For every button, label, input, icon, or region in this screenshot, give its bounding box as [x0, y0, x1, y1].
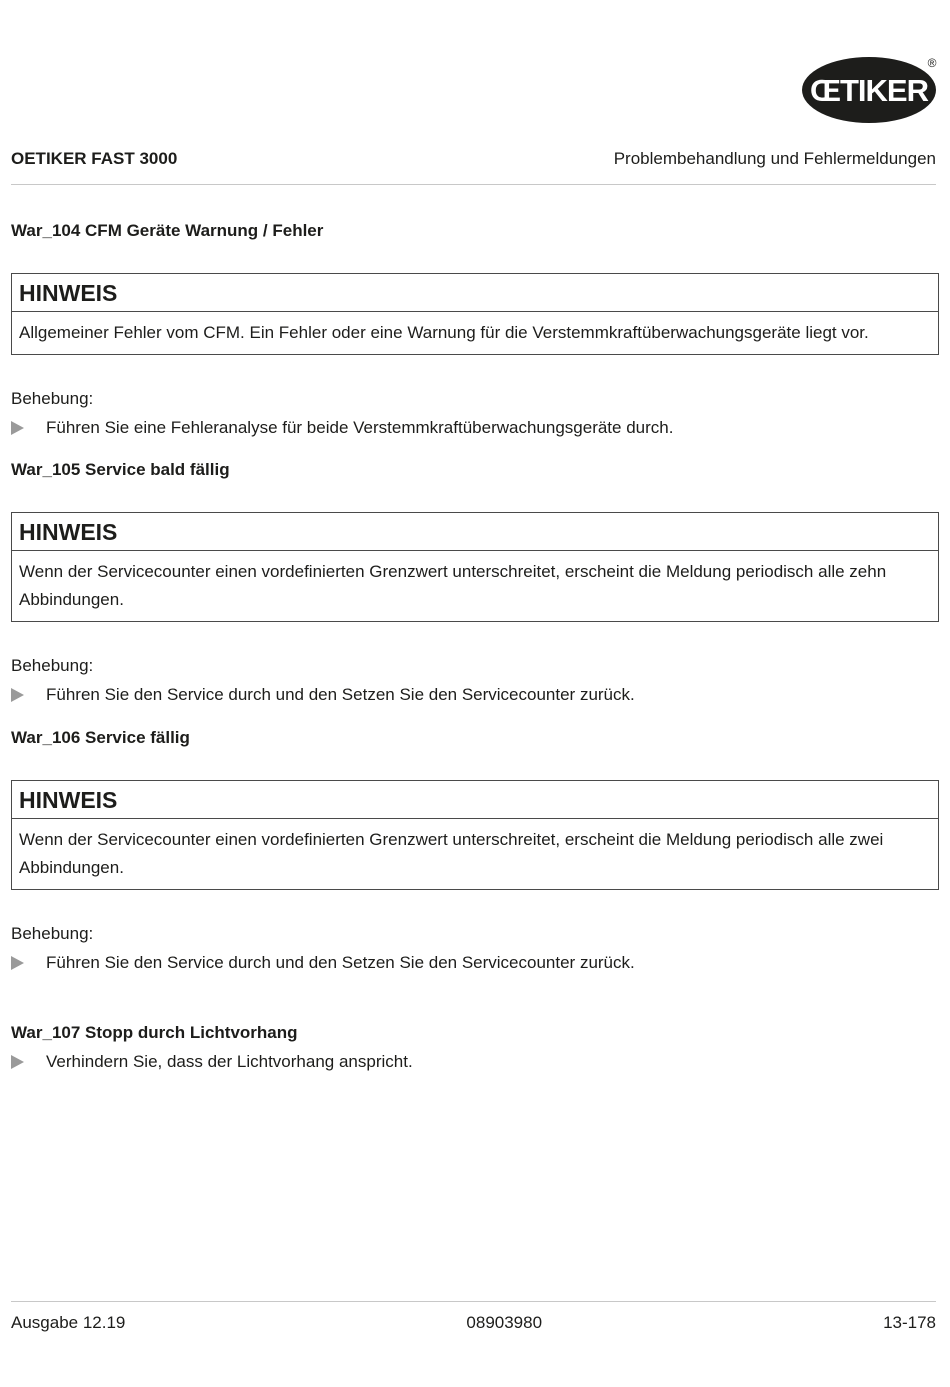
oetiker-logo [801, 54, 941, 124]
notice-box [11, 512, 939, 622]
notice-title: HINWEIS [12, 781, 938, 819]
remedy-step-text: Führen Sie den Service durch und den Setzen Sie den Servicecounter zurück. [46, 953, 635, 972]
play-triangle-icon [11, 421, 24, 435]
play-triangle-icon [11, 1055, 24, 1069]
remedy-label: Behebung: [11, 656, 94, 675]
notice-box [11, 780, 939, 890]
page-header [11, 148, 936, 170]
header-divider [11, 184, 936, 185]
section-heading: War_107 Stopp durch Lichtvorhang [11, 1023, 298, 1042]
remedy-step [11, 1052, 413, 1072]
page-footer [11, 1312, 936, 1334]
footer-divider [11, 1301, 936, 1302]
play-triangle-icon [11, 956, 24, 970]
remedy-step [11, 953, 635, 973]
notice-body: Wenn der Servicecounter einen vordefinierten Grenzwert unterschreitet, erscheint die Meldung periodisch alle zehn Abbindungen. [19, 562, 887, 609]
remedy-label: Behebung: [11, 924, 94, 943]
notice-title: HINWEIS [12, 274, 938, 312]
section-title: Problembehandlung und Fehlermeldungen [613, 149, 936, 168]
logo-text: ŒTIKER [810, 73, 928, 108]
document-number: 08903980 [466, 1313, 543, 1332]
section-heading: War_106 Service fällig [11, 728, 190, 747]
remedy-step-text: Führen Sie den Service durch und den Setzen Sie den Servicecounter zurück. [46, 685, 635, 704]
section-heading: War_104 CFM Geräte Warnung / Fehler [11, 221, 324, 240]
remedy-step-text: Führen Sie eine Fehleranalyse für beide Verstemmkraftüberwachungsgeräte durch. [46, 418, 674, 437]
notice-box [11, 273, 939, 355]
page-number: 13-178 [883, 1313, 936, 1332]
section-heading: War_105 Service bald fällig [11, 460, 230, 479]
product-name: OETIKER FAST 3000 [11, 149, 178, 168]
notice-body: Wenn der Servicecounter einen vordefinierten Grenzwert unterschreitet, erscheint die Meldung periodisch alle zwei Abbindungen. [19, 830, 884, 877]
remedy-step-text: Verhindern Sie, dass der Lichtvorhang anspricht. [46, 1052, 413, 1071]
remedy-label: Behebung: [11, 389, 94, 408]
edition: Ausgabe 12.19 [11, 1313, 126, 1332]
remedy-step [11, 685, 635, 705]
remedy-step [11, 418, 673, 438]
play-triangle-icon [11, 688, 24, 702]
notice-body: Allgemeiner Fehler vom CFM. Ein Fehler oder eine Warnung für die Verstemmkraftüberwachungsgeräte liegt vor. [19, 323, 869, 342]
registered-mark: ® [927, 56, 937, 70]
notice-title: HINWEIS [12, 513, 938, 551]
